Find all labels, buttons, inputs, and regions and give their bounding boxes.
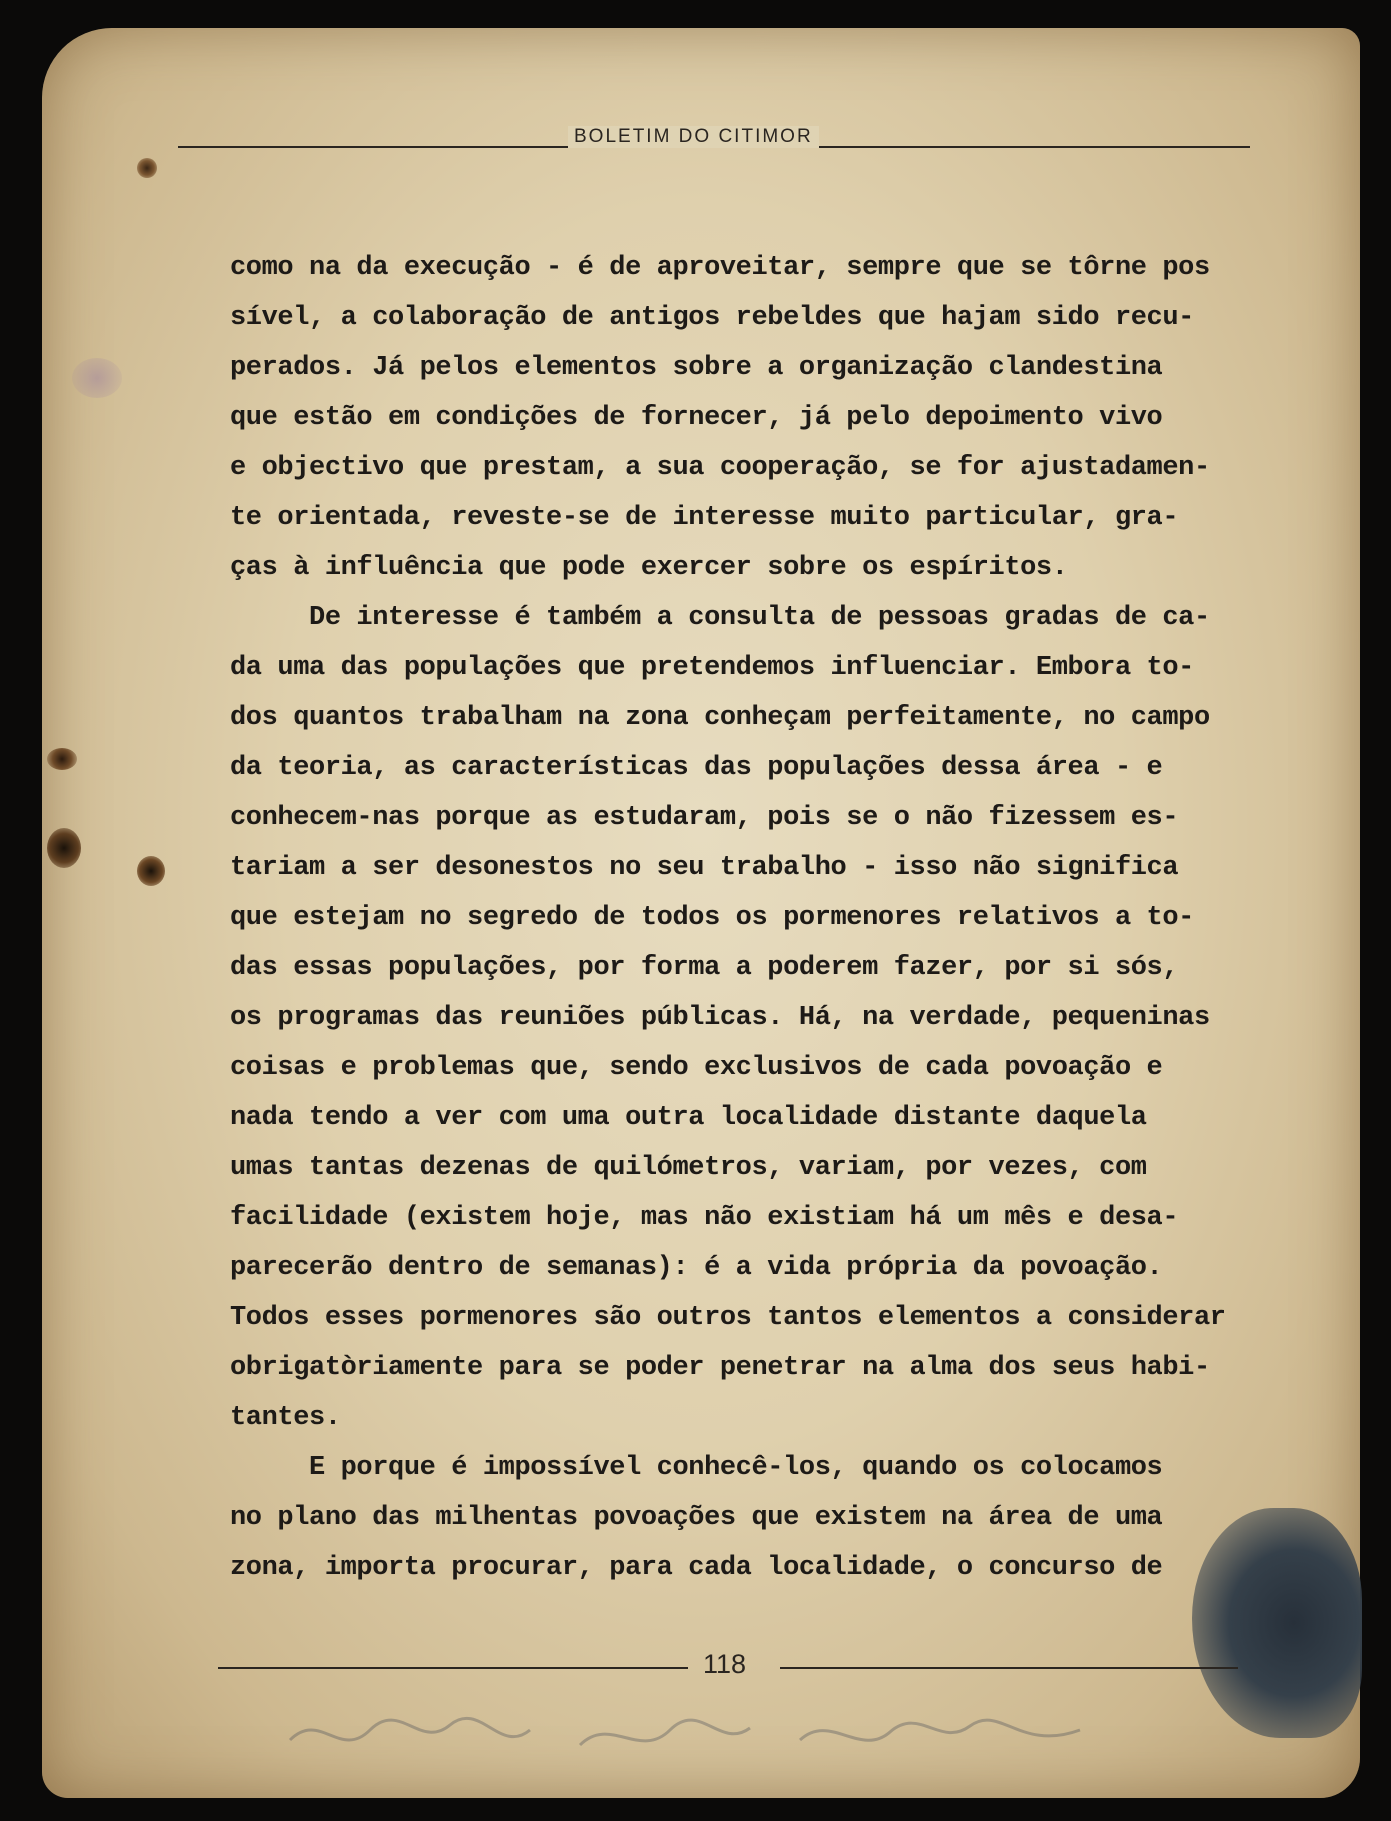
- page-footer: [218, 1645, 1238, 1685]
- faint-stain-left: [72, 358, 122, 398]
- text-line: ças à influência que pode exercer sobre os espíritos.: [230, 553, 1068, 583]
- text-line: parecerão dentro de semanas): é a vida própria da povoação.: [230, 1253, 1163, 1283]
- text-line: De interesse é também a consulta de pessoas gradas de ca-: [230, 603, 1210, 633]
- text-line: te orientada, reveste-se de interesse muito particular, gra-: [230, 503, 1179, 533]
- text-line: e objectivo que prestam, a sua cooperação, se for ajustadamen-: [230, 453, 1210, 483]
- text-line: da uma das populações que pretendemos influenciar. Embora to-: [230, 653, 1194, 683]
- text-line: que estão em condições de fornecer, já pelo depoimento vivo: [230, 403, 1163, 433]
- text-line: Todos esses pormenores são outros tantos elementos a considerar: [230, 1303, 1226, 1333]
- text-line: que estejam no segredo de todos os pormenores relativos a to-: [230, 903, 1194, 933]
- text-line: E porque é impossível conhecê-los, quando os colocamos: [230, 1453, 1163, 1483]
- text-line: umas tantas dezenas de quilómetros, variam, por vezes, com: [230, 1153, 1147, 1183]
- text-line: das essas populações, por forma a poderem fazer, por si sós,: [230, 953, 1179, 983]
- text-line: dos quantos trabalham na zona conheçam perfeitamente, no campo: [230, 703, 1210, 733]
- footer-rule-left: [218, 1667, 688, 1669]
- rust-stain-top-left: [137, 158, 157, 178]
- faded-signature: [280, 1700, 1100, 1770]
- text-line: tantes.: [230, 1403, 341, 1433]
- text-line: zona, importa procurar, para cada localidade, o concurso de: [230, 1553, 1163, 1583]
- rust-stain-mid-left: [47, 748, 77, 770]
- page-header: [178, 118, 1250, 158]
- text-line: como na da execução - é de aproveitar, sempre que se tôrne pos: [230, 253, 1210, 283]
- text-line: conhecem-nas porque as estudaram, pois se o não fizessem es-: [230, 803, 1179, 833]
- text-line: da teoria, as características das populações dessa área - e: [230, 753, 1163, 783]
- page-number: 118: [703, 1649, 747, 1679]
- text-line: coisas e problemas que, sendo exclusivos de cada povoação e: [230, 1053, 1163, 1083]
- publication-title: BOLETIM DO CITIMOR: [568, 126, 819, 148]
- footer-rule-right: [780, 1667, 1238, 1669]
- text-line: perados. Já pelos elementos sobre a organização clandestina: [230, 353, 1163, 383]
- text-line: facilidade (existem hoje, mas não existiam há um mês e desa-: [230, 1203, 1179, 1233]
- text-line: obrigatòriamente para se poder penetrar na alma dos seus habi-: [230, 1353, 1210, 1383]
- text-line: tariam a ser desonestos no seu trabalho - isso não significa: [230, 853, 1179, 883]
- text-line: os programas das reuniões públicas. Há, na verdade, pequeninas: [230, 1003, 1210, 1033]
- text-line: sível, a colaboração de antigos rebeldes que hajam sido recu-: [230, 303, 1194, 333]
- rust-stain-hole-2: [137, 856, 165, 886]
- body-text: [230, 243, 1270, 1593]
- text-line: no plano das milhentas povoações que existem na área de uma: [230, 1503, 1163, 1533]
- rust-stain-hole-1: [47, 828, 81, 868]
- text-line: nada tendo a ver com uma outra localidade distante daquela: [230, 1103, 1147, 1133]
